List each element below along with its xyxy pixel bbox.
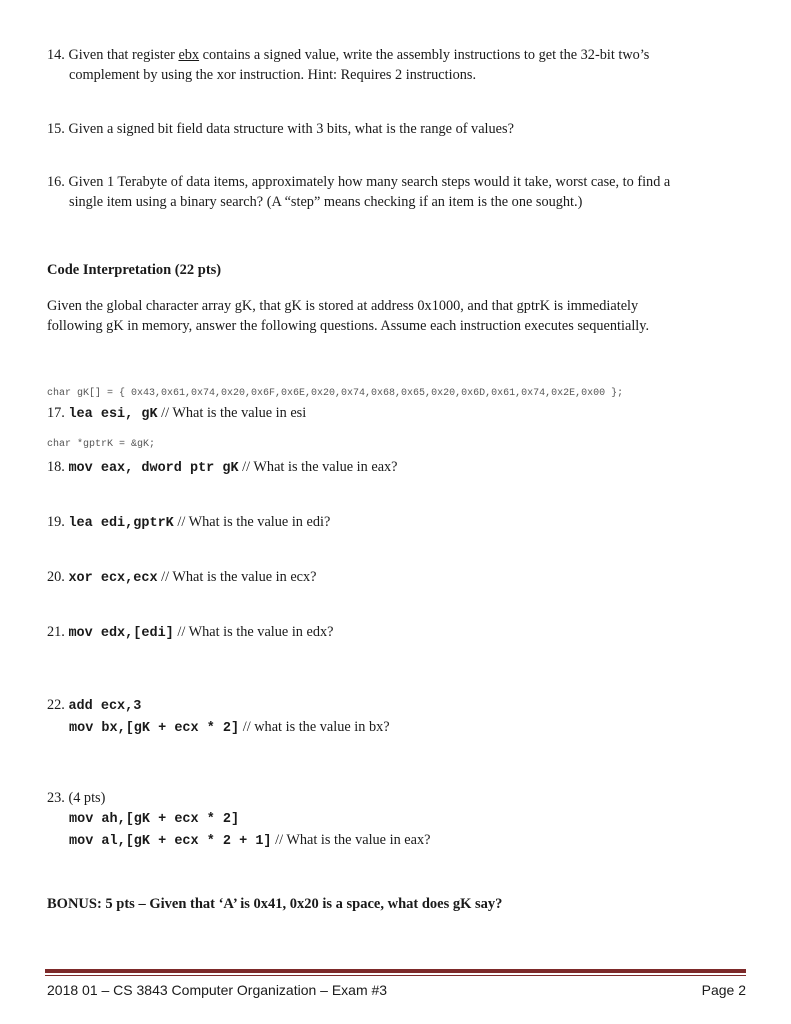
question-text: Given that register (68, 47, 175, 63)
section-heading: Code Interpretation (22 pts) (47, 262, 222, 278)
instruction-code: mov eax, dword ptr gK (68, 461, 239, 476)
question-text: single item using a binary search? (A “step” means checking if an item is the one sought.) (69, 194, 583, 210)
instruction-code: lea edi,gptrK (68, 516, 174, 531)
question-23 (47, 788, 767, 852)
footer-course-title: 2018 01 – CS 3843 Computer Organization – Exam #3 (47, 982, 388, 998)
intro-line: Given the global character array gK, that gK is stored at address 0x1000, and that gptrK is immediately (47, 298, 639, 314)
question-points: (4 pts) (68, 790, 106, 806)
question-number: 17. (47, 405, 65, 421)
question-22 (47, 695, 767, 739)
instruction-code: mov bx,[gK + ecx * 2] (69, 721, 240, 736)
question-number: 19. (47, 514, 65, 530)
register-name: ebx (178, 47, 200, 63)
question-20 (47, 567, 767, 589)
question-text: complement by using the xor instruction. Hint: Requires 2 instructions. (69, 67, 477, 83)
bonus-question: BONUS: 5 pts – Given that ‘A’ is 0x41, 0x20 is a space, what does gK say? (47, 896, 503, 912)
code-line: char gK[] = { 0x43,0x61,0x74,0x20,0x6F,0x6E,0x20,0x74,0x68,0x65,0x20,0x6D,0x61,0x74,0x2E,0x00 }; (47, 388, 624, 399)
question-18 (47, 457, 767, 479)
instruction-comment: // what is the value in bx? (242, 719, 390, 735)
intro-line: following gK in memory, answer the following questions. Assume each instruction executes sequentially. (47, 318, 650, 334)
question-text: Given a signed bit field data structure with 3 bits, what is the range of values? (68, 121, 514, 137)
footer-rule (45, 969, 746, 973)
instruction-code: add ecx,3 (68, 699, 142, 714)
instruction-code: xor ecx,ecx (68, 571, 158, 586)
instruction-comment: // What is the value in edi? (177, 514, 331, 530)
instruction-code: lea esi, gK (68, 407, 158, 422)
question-number: 21. (47, 624, 65, 640)
question-15 (47, 119, 747, 139)
section-intro (47, 296, 747, 336)
instruction-comment: // What is the value in edx? (177, 624, 334, 640)
question-number: 22. (47, 697, 65, 713)
question-number: 20. (47, 569, 65, 585)
instruction-code: mov al,[gK + ecx * 2 + 1] (69, 834, 272, 849)
question-number: 16. (47, 174, 65, 190)
question-number: 18. (47, 459, 65, 475)
question-number: 14. (47, 47, 65, 63)
instruction-comment: // What is the value in esi (161, 405, 307, 421)
instruction-comment: // What is the value in eax? (242, 459, 398, 475)
question-14 (47, 45, 747, 85)
question-16 (47, 172, 747, 212)
question-number: 15. (47, 121, 65, 137)
instruction-code: mov edx,[edi] (68, 626, 174, 641)
question-number: 23. (47, 790, 65, 806)
instruction-comment: // What is the value in eax? (275, 832, 431, 848)
code-line: char *gptrK = &gK; (47, 439, 156, 450)
question-21 (47, 622, 767, 644)
question-text: Given 1 Terabyte of data items, approximately how many search steps would it take, worst case, to find a (68, 174, 671, 190)
footer-rule-thin (45, 975, 746, 976)
question-19 (47, 512, 767, 534)
question-text: contains a signed value, write the assembly instructions to get the 32-bit two’s (202, 47, 650, 63)
instruction-comment: // What is the value in ecx? (161, 569, 317, 585)
question-17 (47, 403, 767, 425)
instruction-code: mov ah,[gK + ecx * 2] (69, 812, 240, 827)
footer-page-number: Page 2 (701, 982, 746, 998)
